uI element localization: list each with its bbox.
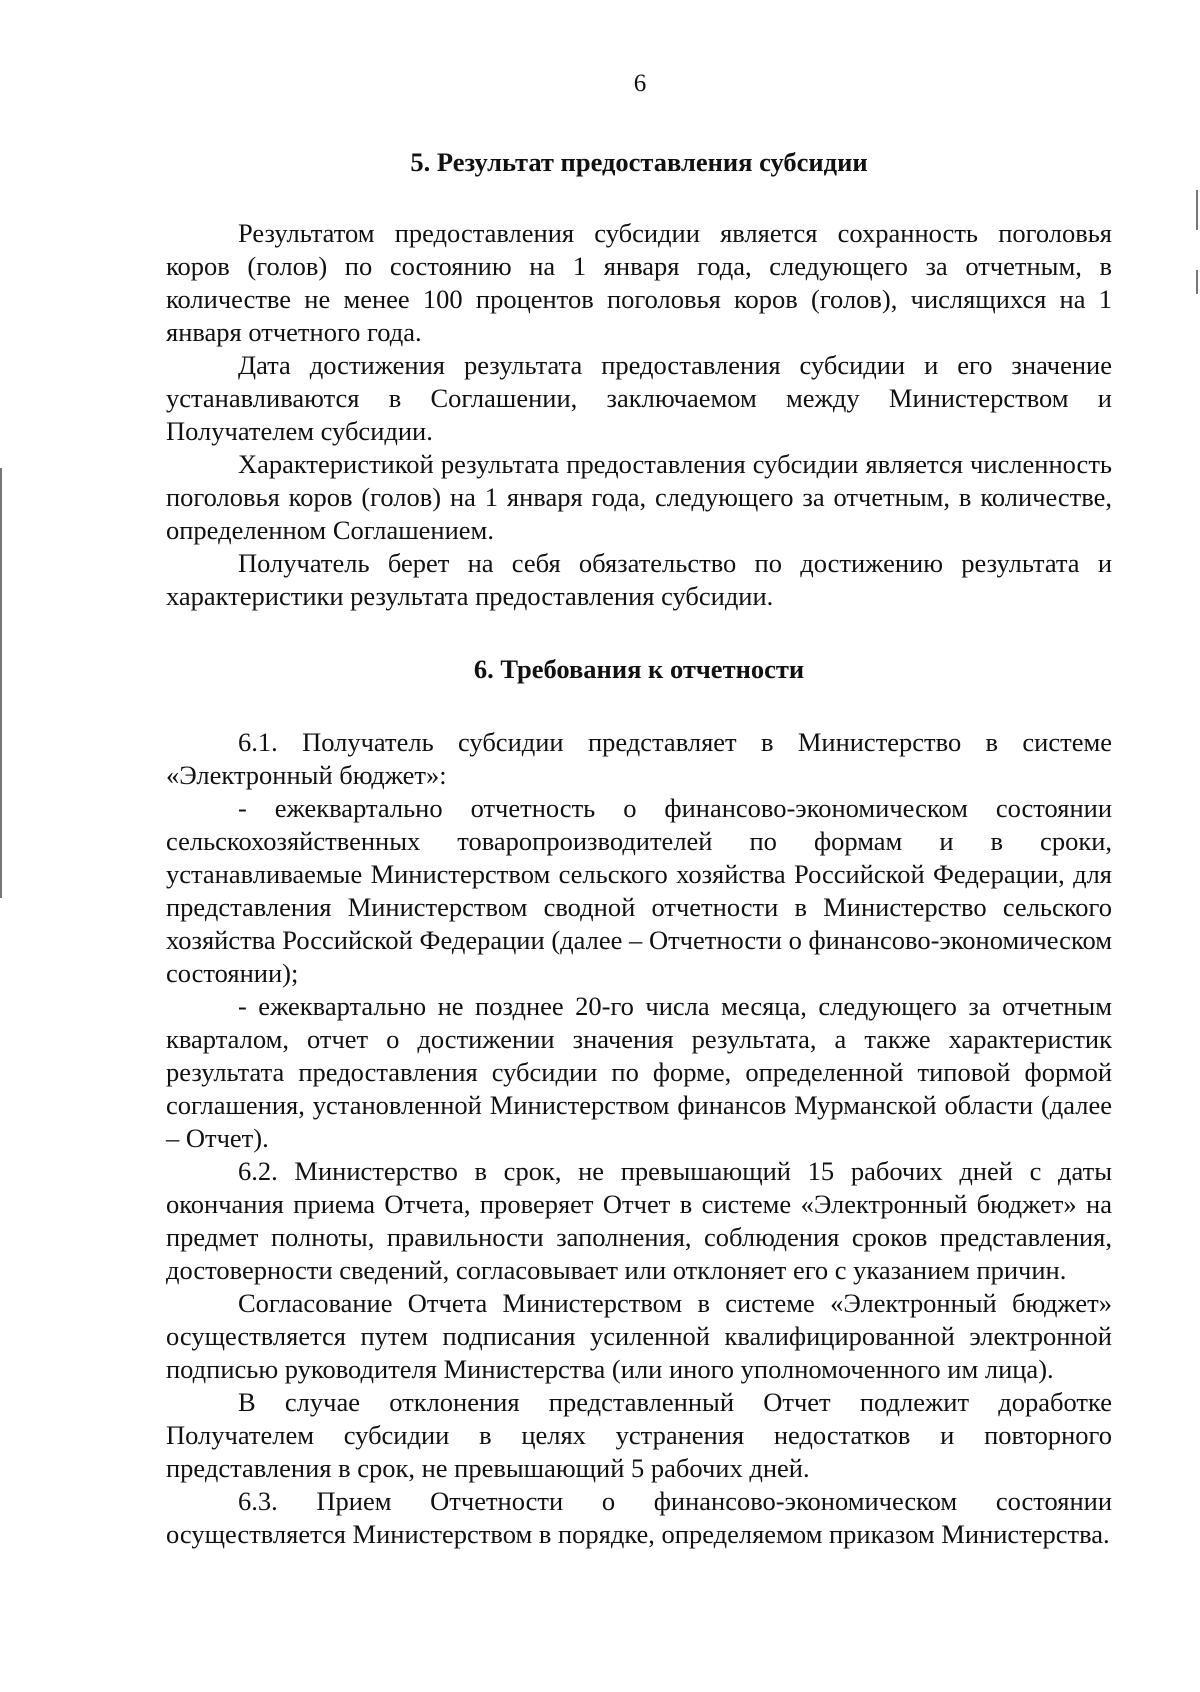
paragraph: 6.1. Получатель субсидии представляет в Министерство в системе «Электронный бюджет»: xyxy=(166,727,1112,790)
paragraph: - ежеквартально не позднее 20-го числа месяца, следующего за отчетным кварталом, отчет о достижении значения результата, а также характеристик результата предоставления субсидии по форме, определенной типовой формой соглашения, установленной Министерством финансов Мурманской области (далее – Отчет). xyxy=(166,991,1112,1153)
paragraph: 6.2. Министерство в срок, не превышающий 15 рабочих дней с даты окончания приема Отчета, проверяет Отчет в системе «Электронный бюджет» на предмет полноты, правильности заполнения, соблюдения сроков представления, достоверности сведений, согласовывает или отклоняет его с указанием причин. xyxy=(166,1156,1112,1285)
scan-edge-mark-right xyxy=(1196,190,1198,230)
paragraph: Характеристикой результата предоставления субсидии является численность поголовья коров (голов) на 1 января года, следующего за отчетным, в количестве, определенном Соглашением. xyxy=(166,449,1112,545)
section-heading-result: 5. Результат предоставления субсидии xyxy=(410,147,868,177)
paragraph: Получатель берет на себя обязательство по достижению результата и характеристики результата предоставления субсидии. xyxy=(166,548,1112,611)
paragraph: В случае отклонения представленный Отчет подлежит доработке Получателем субсидии в целях устранения недостатков и повторного представления в срок, не превышающий 5 рабочих дней. xyxy=(166,1387,1112,1483)
scan-edge-mark-right-lower xyxy=(1196,270,1198,294)
paragraph: Дата достижения результата предоставления субсидии и его значение устанавливаются в Соглашении, заключаемом между Министерством и Получателем субсидии. xyxy=(166,350,1112,446)
document-body xyxy=(166,146,1112,1551)
scan-edge-mark-left xyxy=(0,468,2,898)
page-number: 6 xyxy=(633,70,647,97)
paragraph: - ежеквартально отчетность о финансово-экономическом состоянии сельскохозяйственных товаропроизводителей по формам и в сроки, устанавливаемые Министерством сельского хозяйства Российской Федерации, для представления Министерством сводной отчетности в Министерство сельского хозяйства Российской Федерации (далее – Отчетности о финансово-экономическом состоянии); xyxy=(166,793,1112,988)
paragraph: Согласование Отчета Министерством в системе «Электронный бюджет» осуществляется путем подписания усиленной квалифицированной электронной подписью руководителя Министерства (или иного уполномоченного им лица). xyxy=(166,1288,1112,1384)
section-heading-reporting: 6. Требования к отчетности xyxy=(473,654,805,684)
paragraph: 6.3. Прием Отчетности о финансово-экономическом состоянии осуществляется Министерством в порядке, определяемом приказом Министерства. xyxy=(166,1486,1112,1549)
paragraph: Результатом предоставления субсидии является сохранность поголовья коров (голов) по состоянию на 1 января года, следующего за отчетным, в количестве не менее 100 процентов поголовья коров (голов), числящихся на 1 января отчетного года. xyxy=(166,218,1112,347)
